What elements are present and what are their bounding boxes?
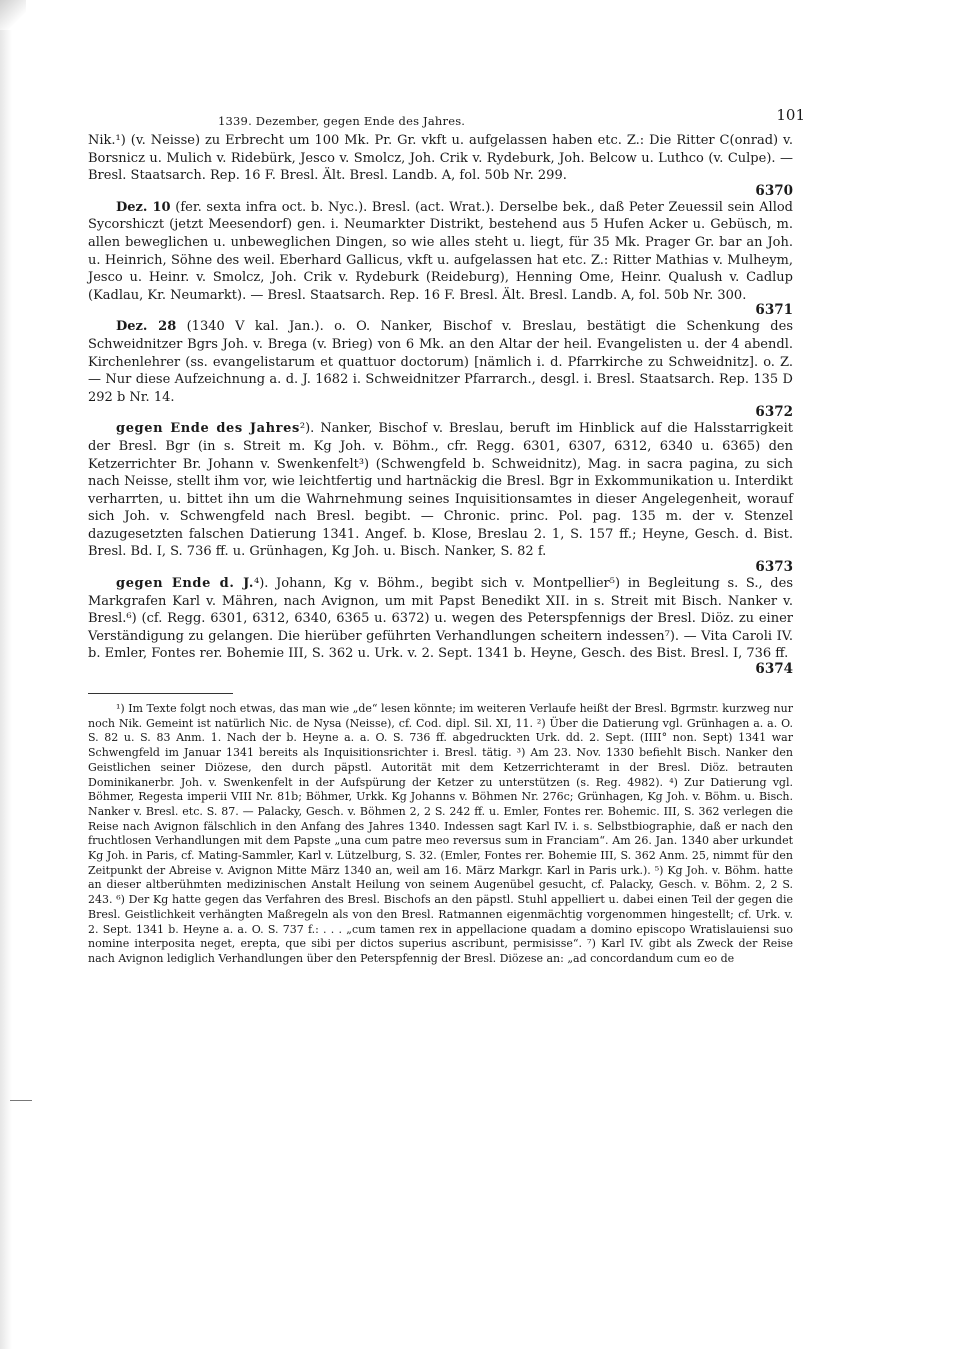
entry-6370: [88, 132, 793, 199]
entry-text: (fer. sexta infra oct. b. Nyc.). Bresl. (act. Wrat.). Derselbe bek., daß Peter Zeuessil sein Allod Sycorshiczt (jetzt Meesendorf) gen. i. Neumarkter Distrikt, bestehend aus 5 Hufen Acker u. Gebüsch, m. allen beweglichen u. unbeweglichen Dingen, so wie alles steht u. liegt, für 35 Mk. Prager Gr. bar an Joh. u. Heinrich, Söhne des weil. Eberhard Gallicus, vkft u. aufgelassen hat etc. Z.: Ritter Mathias v. Mulheym, Jesco u. Heinr. v. Smolcz, Joh. Crik v. Rydeburk (Reideburg), Henning Ome, Heinr. Qualush v. Cadlup (Kadlau, Kr. Neumarkt). — Bresl. Staatsarch. Rep. 16 F. Bresl. Ält. Bresl. Landb. A, fol. 50b Nr. 300.: [88, 199, 794, 303]
regest-number: 6371: [755, 302, 793, 319]
running-head: [88, 100, 805, 128]
running-title: 1339. Dezember, gegen Ende des Jahres.: [218, 114, 466, 128]
scan-corner: [0, 0, 26, 30]
entry-date: gegen Ende des Jahres: [116, 421, 300, 437]
entry-6373: [88, 420, 793, 575]
page-number: 101: [776, 106, 805, 124]
regest-number: 6372: [755, 404, 793, 421]
scan-edge: [0, 0, 12, 1349]
entry-date: Dez. 28: [116, 319, 177, 335]
entry-text: Nik.¹) (v. Neisse) zu Erbrecht um 100 Mk. Pr. Gr. vkft u. aufgelassen haben etc. Z.: Die Ritter C(onrad) v. Borsnicz u. Mulich v. Ridebürk, Jesco v. Smolcz, Joh. Crik v. Rydeburk, Joh. Belcow u. Luthco (v. Culpe). — Bresl. Staatsarch. Rep. 16 F. Bresl. Ält. Bresl. Landb. A, fol. 50b Nr. 299.: [88, 133, 793, 184]
entry-6371: [88, 199, 793, 319]
entry-6372: [88, 318, 793, 420]
entry-date: gegen Ende d. J.: [116, 576, 254, 592]
entry-text: ). Nanker, Bischof v. Breslau, beruft im Hinblick auf die Halsstarrigkeit der Bresl. Bgr (in s. Streit m. Kg Joh. v. Böhm., cfr. Regg. 6301, 6307, 6312, 6340 u. 6365) den Ketzerrichter Br. Johann v. Swenkenfelt³) (Schwengfeld b. Schweidnitz), Mag. in sacra pagina, zu sich nach Neisse, stellt ihm vor, wie leichtfertig und hartnäckig die Bresl. Bgr in Exkommunikation u. Interdikt verharrten, u. bittet ihn um die Wahrnehmung seines Inquisitionsamtes in dieser Angelegenheit, worauf sich Joh. v. Schwengfeld nach Bresl. begibt. — Chronic. princ. Pol. pag. 135 m. der v. Stenzel dazugesetzten falschen Datierung 1341. Angef. b. Klose, Breslau 2. 1, S. 157 ff.; Heyne, Gesch. d. Bist. Bresl. Bd. I, S. 736 ff. u. Grünhagen, Kg Joh. u. Bisch. Nanker, S. 82 f.: [88, 421, 793, 560]
entry-date: Dez. 10: [116, 199, 171, 215]
footnote-ref: ²: [299, 421, 306, 437]
footnote-block: ¹) Im Texte folgt noch etwas, das man wie „de“ lesen könnte; im weiteren Verlaufe heißt der Bresl. Bgrmstr. kurzweg nur noch Nik. Gemeint ist natürlich Nic. de Nysa (Neisse), cf. Cod. dipl. Sil. XI, 11. ²) Über die Datierung vgl. Grünhagen a. a. O. S. 82 u. S. 83 Anm. 1. Nach der b. Heyne a. a. O. S. 736 ff. abgedruckten Urk. dd. 2. Sept. (IIII° non. Sept) 1341 war Schwengfeld im Januar 1341 bereits als Inquisitionsrichter i. Bresl. tätig. ³) Am 23. Nov. 1330 befiehlt Bisch. Nanker den Geistlichen seiner Diözese, den durch päpstl. Autorität mit dem Ketzerrichteramt in der Bresl. Diöz. betrauten Dominikanerbr. Joh. v. Swenkenfelt in der Aufspürung der Ketzer zu unterstützen (s. Reg. 4982). ⁴) Zur Datierung vgl. Böhmer, Regesta imperii VIII Nr. 81b; Böhmer, Urkk. Kg Johanns v. Böhmen Nr. 276c; Grünhagen, Kg Joh. v. Böhm. u. Bisch. Nanker v. Bresl. etc. S. 87. — Palacky, Gesch. v. Böhmen 2, 2 S. 242 ff. u. Emler, Fontes rer. Bohemic. III, S. 362 verlegen die Reise nach Avignon fälschlich in den Anfang des Jahres 1340. Indessen sagt Karl IV. i. s. Selbstbiographie, daß er nach den fruchtlosen Verhandlungen mit dem Papste „una cum patre meo reversus sum in Franciam“. Am 26. Jan. 1340 aber urkundet Kg Joh. in Paris, cf. Mating-Sammler, Karl v. Lützelburg, S. 32. (Emler, Fontes rer. Bohemie III, S. 362 Anm. 25, nimmt für den Zeitpunkt der Abreise v. Avignon Mitte März 1340 an, weil am 16. März Markgr. Karl in Paris urk.). ⁵) Kg Joh. v. Böhm. hatte an dieser altberühmten medizinischen Anstalt Heilung von seinem Augenübel gesucht, cf. Palacky, Gesch. v. Böhm. 2, 2 S. 243. ⁶) Der Kg hatte gegen das Verfahren des Bresl. Bischofs an den päpstl. Stuhl appelliert u. dabei einen Teil der gegen die Bresl. Geistlichkeit verhängten Maßregeln als von den Bresl. Ratmannen eigenmächtig vorgenommen hingestellt; cf. Urk. v. 2. Sept. 1341 b. Heyne a. a. O. S. 737 f.: . . . „cum tamen rex in appellacione quadam a domino episcopo Wratislauiensi suo nomine interposita neget, erepta, que sibi per dictos superius ascribunt, permisisse“. ⁷) Karl IV. gibt als Zweck der Reise nach Avignon lediglich Verhandlungen über den Peterspfennig der Bresl. Diözese an: „ad concordandum cum eo de: [88, 702, 793, 965]
entry-6374: [88, 575, 793, 677]
footnotes: [88, 702, 793, 967]
binding-mark: [10, 1100, 32, 1101]
regest-number: 6374: [755, 661, 793, 678]
regest-number: 6370: [755, 182, 793, 199]
regesta-body: [88, 132, 793, 677]
entry-text: ). Johann, Kg v. Böhm., begibt sich v. Montpellier⁵) in Begleitung s. S., des Markgrafen Karl v. Mähren, nach Avignon, um mit Papst Benedikt XII. in s. Streit mit Bisch. Nanker v. Bresl.⁶) (cf. Regg. 6301, 6312, 6340, 6365 u. 6372) u. wegen des Peterspfennigs der Bresl. Diöz. zu einer Verständigung zu gelangen. Die hierüber geführten Verhandlungen scheitern indessen⁷). — Vita Caroli IV. b. Emler, Fontes rer. Bohemie III, S. 362 u. Urk. v. 2. Sept. 1341 b. Heyne, Gesch. des Bist. Bresl. I, 736 ff.: [88, 576, 793, 662]
entry-text: (1340 V kal. Jan.). o. O. Nanker, Bischof v. Breslau, bestätigt die Schenkung des Schweidnitzer Bgrs Joh. v. Brega (v. Brieg) von 6 Mk. an den Altar der heil. Evangelisten u. der 4 abendl. Kirchenlehrer (ss. evangelistarum et quattuor doctorum) [nämlich i. d. Pfarrkirche zu Schweidnitz]. o. Z. — Nur diese Aufzeichnung a. d. J. 1682 i. Schweidnitzer Pfarrarch., desgl. i. Bresl. Staatsarch. Rep. 135 D 292 b Nr. 14.: [88, 319, 793, 405]
book-page: [88, 100, 805, 967]
footnote-ref: ⁴: [253, 576, 260, 592]
regest-number: 6373: [755, 559, 793, 576]
footnote-rule: [88, 693, 233, 694]
